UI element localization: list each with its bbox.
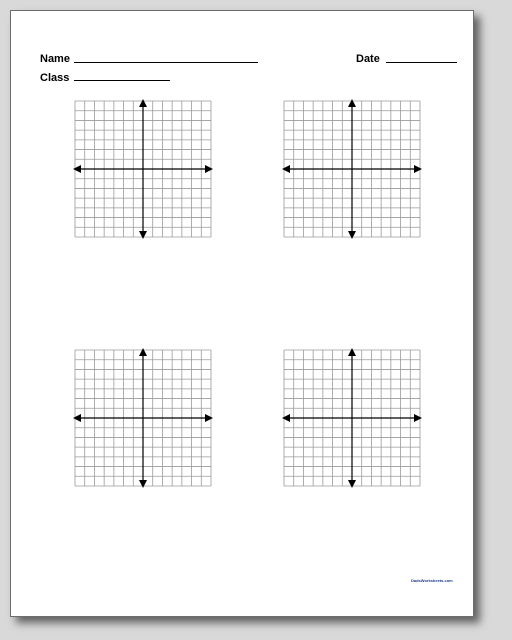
y-axis-arrow-up: [139, 348, 147, 356]
coordinate-grid-top-left: [73, 99, 213, 239]
date-line: [386, 62, 457, 63]
y-axis-arrow-down: [139, 480, 147, 488]
class-label: Class: [40, 72, 70, 84]
y-axis-arrow-up: [348, 348, 356, 356]
name-line: [74, 62, 258, 63]
x-axis-arrow-right: [205, 165, 213, 173]
grid-svg: [282, 99, 422, 239]
x-axis-arrow-right: [205, 414, 213, 422]
y-axis-arrow-up: [139, 99, 147, 107]
coordinate-grid-top-right: [282, 99, 422, 239]
x-axis-arrow-left: [282, 165, 290, 173]
y-axis-arrow-down: [139, 231, 147, 239]
grid-svg: [73, 99, 213, 239]
worksheet-page: [10, 10, 474, 617]
y-axis-arrow-up: [348, 99, 356, 107]
coordinate-grid-bottom-right: [282, 348, 422, 488]
y-axis-arrow-down: [348, 480, 356, 488]
name-label: Name: [40, 53, 70, 65]
x-axis-arrow-right: [414, 165, 422, 173]
x-axis-arrow-left: [73, 165, 81, 173]
x-axis-arrow-left: [73, 414, 81, 422]
y-axis-arrow-down: [348, 231, 356, 239]
brand-logo: DadsWorksheets.com: [411, 578, 453, 583]
date-label: Date: [356, 53, 380, 65]
x-axis-arrow-left: [282, 414, 290, 422]
grid-svg: [282, 348, 422, 488]
class-line: [74, 80, 170, 81]
grid-svg: [73, 348, 213, 488]
x-axis-arrow-right: [414, 414, 422, 422]
coordinate-grid-bottom-left: [73, 348, 213, 488]
